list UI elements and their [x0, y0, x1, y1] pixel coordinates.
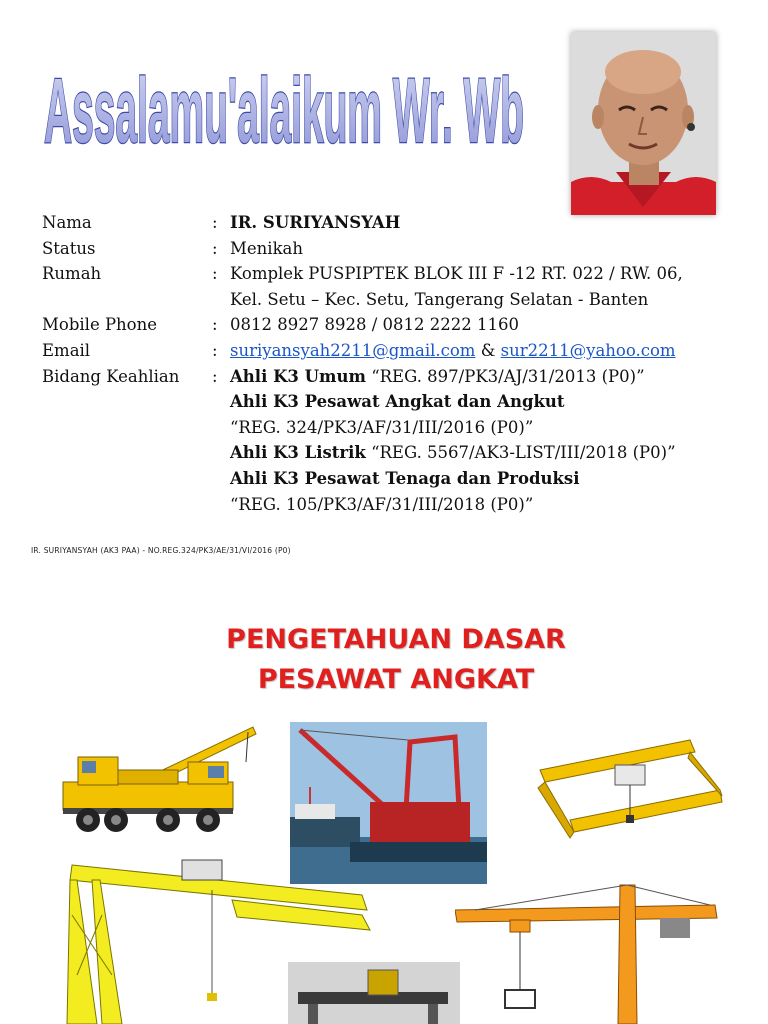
status-value: Menikah: [230, 238, 304, 258]
colon: :: [212, 213, 218, 232]
keahlian-title: Ahli K3 Pesawat Angkat dan Angkut: [230, 392, 565, 412]
keahlian-reg: “REG. 324/PK3/AF/31/III/2016 (P0)”: [230, 417, 534, 437]
keahlian-title: Ahli K3 Pesawat Tenaga dan Produksi: [230, 468, 580, 488]
slide2-title-line1: PENGETAHUAN DASAR: [226, 624, 566, 655]
greeting-text: Assalamu'alaikum Wr. Wb: [44, 60, 524, 158]
status-label: Status: [42, 238, 96, 258]
keahlian-title: Ahli K3 Listrik: [230, 443, 366, 463]
row-status: [42, 236, 742, 262]
rumah-label: Rumah: [42, 264, 102, 284]
nama-label: Nama: [42, 213, 92, 232]
colon: :: [212, 340, 218, 360]
slide2-title: [0, 620, 768, 700]
row-email: [42, 338, 742, 364]
row-rumah: [42, 261, 742, 287]
keahlian-1: [230, 364, 742, 390]
keahlian-reg: “REG. 105/PK3/AF/31/III/2018 (P0)”: [230, 494, 534, 514]
phone-value: 0812 8927 8928 / 0812 2222 1160: [230, 315, 519, 335]
email-yahoo-link[interactable]: sur2211@yahoo.com: [500, 340, 676, 360]
colon: :: [212, 238, 218, 258]
mobile-crane-image: [58, 722, 258, 837]
profile-info: [42, 210, 742, 517]
colon: :: [212, 366, 218, 386]
keahlian-title: Ahli K3 Umum: [230, 366, 366, 386]
rumah-line1: Komplek PUSPIPTEK BLOK III F -12 RT. 022 / RW. 06,: [230, 264, 683, 284]
tower-crane-image: [455, 880, 720, 1024]
profile-photo: [571, 32, 716, 215]
overhead-crane-image: [530, 730, 725, 855]
nama-value: IR. SURIYANSYAH: [230, 213, 401, 232]
industrial-crane-image: [288, 962, 460, 1024]
email-separator: &: [475, 340, 501, 360]
rumah-line2: Kel. Setu – Kec. Setu, Tangerang Selatan - Banten: [230, 289, 649, 309]
keahlian-reg: “REG. 5567/AK3-LIST/III/2018 (P0)”: [365, 443, 676, 463]
phone-label: Mobile Phone: [42, 315, 158, 335]
colon: :: [212, 315, 218, 335]
row-phone: [42, 312, 742, 338]
email-gmail-link[interactable]: suriyansyah2211@gmail.com: [230, 340, 476, 360]
email-values: [230, 338, 742, 364]
colon: :: [212, 264, 218, 284]
row-nama: [42, 210, 742, 236]
email-label: Email: [42, 340, 91, 360]
greeting-wordart: [40, 48, 540, 158]
keahlian-3: [42, 440, 742, 466]
row-bidang: [42, 364, 742, 390]
keahlian-reg: “REG. 897/PK3/AJ/31/2013 (P0)”: [365, 366, 645, 386]
bidang-label: Bidang Keahlian: [42, 366, 180, 386]
footer-note: IR. SURIYANSYAH (AK3 PAA) - NO.REG.324/PK3/AE/31/VI/2016 (P0): [31, 546, 291, 555]
slide2-title-line2: PESAWAT ANGKAT: [257, 664, 535, 695]
